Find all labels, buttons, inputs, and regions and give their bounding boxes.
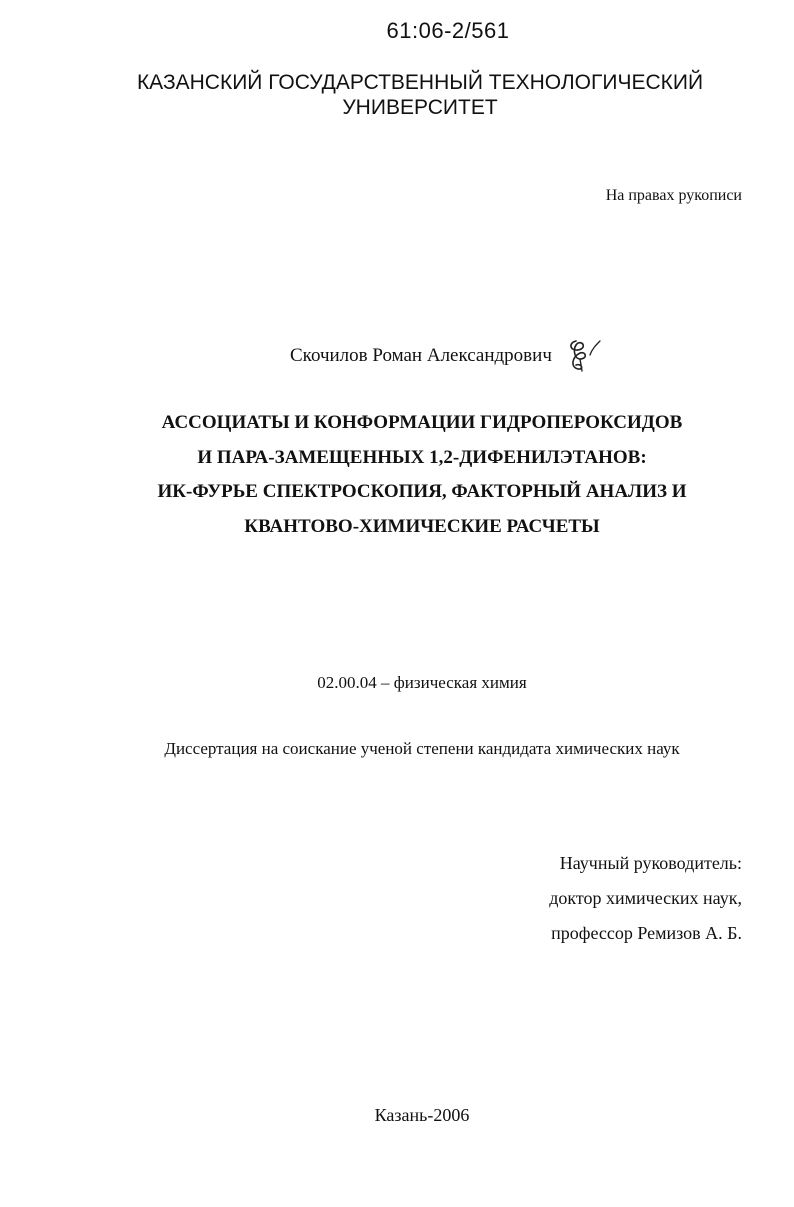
manuscript-note: На правах рукописи — [605, 187, 742, 204]
university-name — [100, 70, 740, 120]
title-line4: КВАНТОВО-ХИМИЧЕСКИЕ РАСЧЕТЫ — [244, 515, 600, 537]
title-line3: ИК-ФУРЬЕ СПЕКТРОСКОПИЯ, ФАКТОРНЫЙ АНАЛИЗ И — [157, 481, 687, 502]
supervisor-degree: доктор химических наук, — [549, 888, 742, 908]
city-year: Казань-2006 — [374, 1105, 470, 1125]
specialty-code: 02.00.04 – физическая химия — [317, 673, 527, 692]
degree-statement: Диссертация на соискание ученой степени кандидата химических наук — [164, 739, 680, 758]
author-name: Скочилов Роман Александрович — [290, 345, 552, 366]
signature-icon — [566, 337, 610, 375]
university-name-line1: КАЗАНСКИЙ ГОСУДАРСТВЕННЫЙ ТЕХНОЛОГИЧЕСКИЙ — [136, 71, 704, 94]
title-line2: И ПАРА-ЗАМЕЩЕННЫХ 1,2-ДИФЕНИЛЭТАНОВ: — [197, 446, 647, 468]
title-line1: АССОЦИАТЫ И КОНФОРМАЦИИ ГИДРОПЕРОКСИДОВ — [161, 412, 683, 433]
supervisor-block — [549, 846, 742, 951]
dissertation-title — [60, 406, 784, 544]
catalog-number: 61:06-2/561 — [386, 18, 510, 43]
university-name-line2: УНИВЕРСИТЕТ — [342, 96, 498, 119]
author-row — [290, 336, 610, 376]
supervisor-name: профессор Ремизов А. Б. — [551, 923, 742, 943]
supervisor-label: Научный руководитель: — [559, 853, 742, 873]
